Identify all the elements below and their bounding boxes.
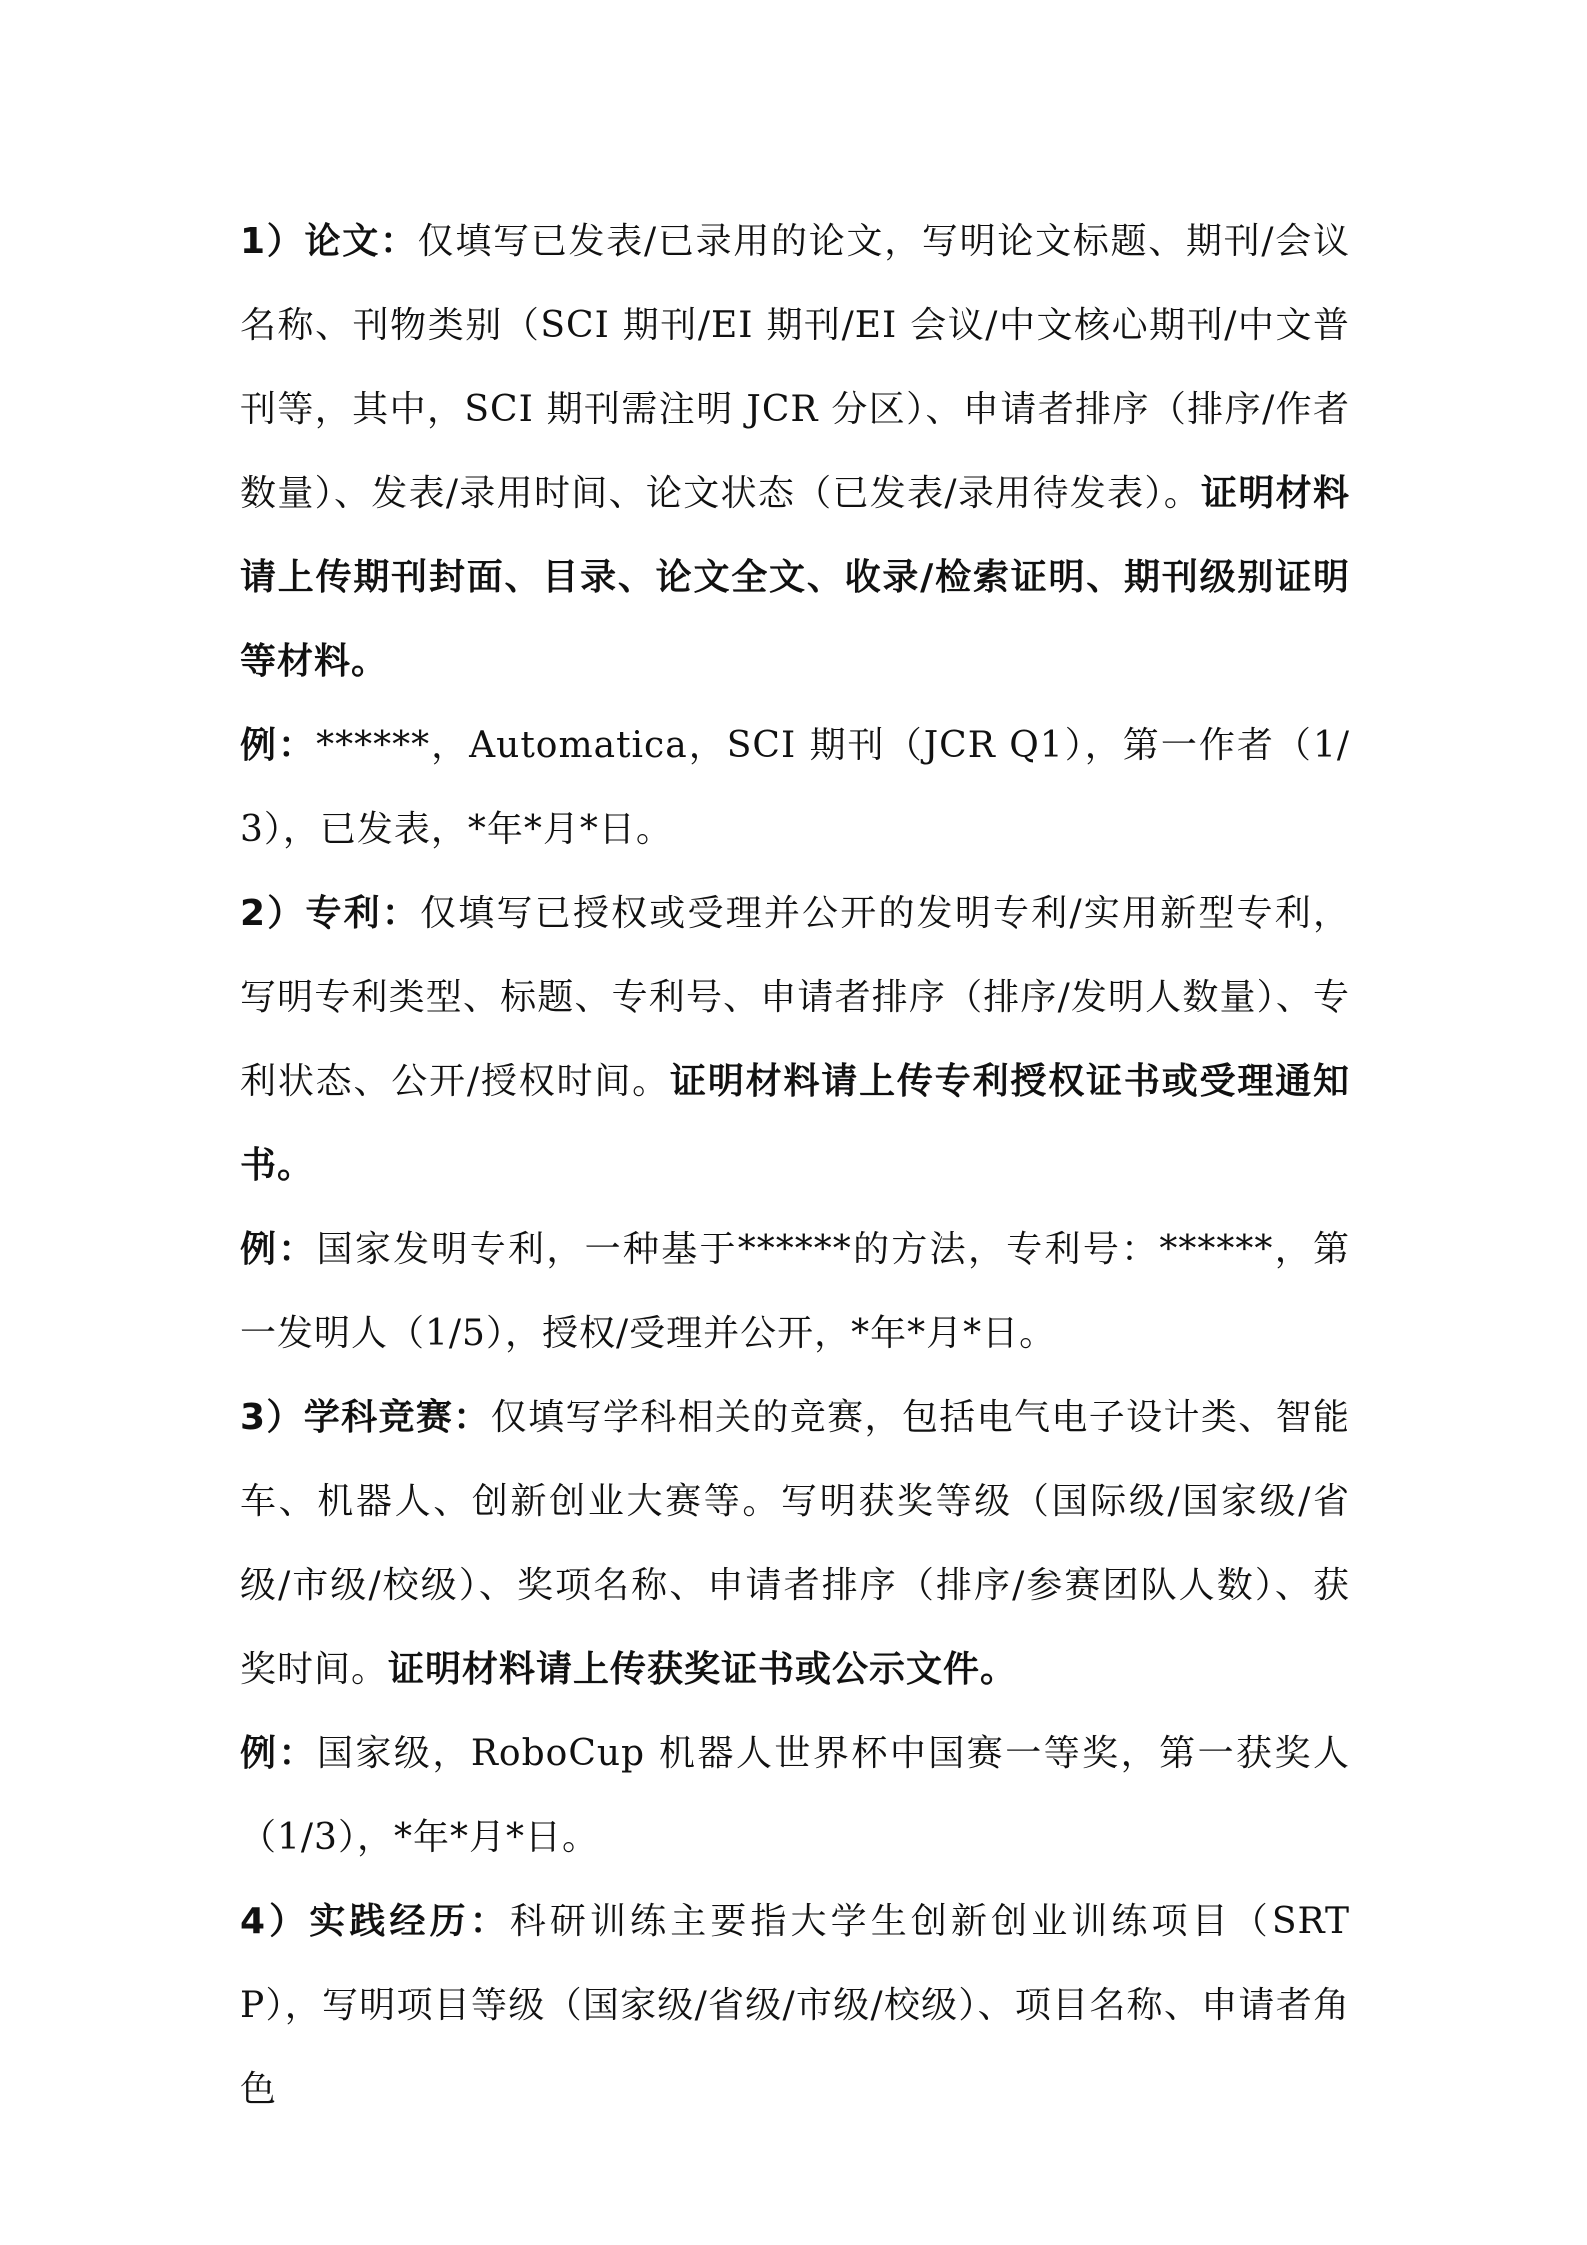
section-heading: 3）学科竞赛： bbox=[240, 1397, 491, 1438]
section-practice bbox=[240, 1880, 1350, 2132]
example-competition bbox=[240, 1712, 1350, 1880]
document-page bbox=[240, 200, 1350, 2132]
example-tag: 例： bbox=[240, 1229, 317, 1270]
section-body: 仅填写已发表/已录用的论文，写明论文标题、期刊/会议名称、刊物类别（SCI 期刊/EI 期刊/EI 会议/中文核心期刊/中文普刊等，其中，SCI 期刊需注明 JCR 分区）、申请者排序（排序/作者数量）、发表/录用时间、论文状态（已发表/录用待发表）。 bbox=[240, 221, 1350, 514]
section-body: 仅填写学科相关的竞赛，包括电气电子设计类、智能车、机器人、创新创业大赛等。写明获奖等级（国际级/国家级/省级/市级/校级）、奖项名称、申请者排序（排序/参赛团队人数）、获奖时间。 bbox=[240, 1397, 1350, 1690]
section-body: 科研训练主要指大学生创新创业训练项目（SRTP），写明项目等级（国家级/省级/市级/校级）、项目名称、申请者角色 bbox=[240, 1901, 1350, 2110]
section-heading: 1）论文： bbox=[240, 221, 418, 262]
section-patent bbox=[240, 872, 1350, 1208]
section-proof: 证明材料请上传获奖证书或公示文件。 bbox=[388, 1649, 1018, 1690]
example-patent bbox=[240, 1208, 1350, 1376]
example-text: 国家级，RoboCup 机器人世界杯中国赛一等奖，第一获奖人（1/3），*年*月*日。 bbox=[240, 1733, 1350, 1858]
example-text: ******，Automatica，SCI 期刊（JCR Q1），第一作者（1/3），已发表，*年*月*日。 bbox=[240, 725, 1350, 850]
example-paper bbox=[240, 704, 1350, 872]
section-heading: 2）专利： bbox=[240, 893, 421, 934]
section-heading: 4）实践经历： bbox=[240, 1901, 510, 1942]
section-proof: 证明材料请上传期刊封面、目录、论文全文、收录/检索证明、期刊级别证明等材料。 bbox=[240, 473, 1350, 682]
example-tag: 例： bbox=[240, 1733, 317, 1774]
section-proof: 证明材料请上传专利授权证书或受理通知书。 bbox=[240, 1061, 1350, 1186]
example-tag: 例： bbox=[240, 725, 317, 766]
section-competition bbox=[240, 1376, 1350, 1712]
section-paper bbox=[240, 200, 1350, 704]
example-text: 国家发明专利，一种基于******的方法，专利号：******，第一发明人（1/5），授权/受理并公开，*年*月*日。 bbox=[240, 1229, 1350, 1354]
section-body: 仅填写已授权或受理并公开的发明专利/实用新型专利，写明专利类型、标题、专利号、申请者排序（排序/发明人数量）、专利状态、公开/授权时间。 bbox=[240, 893, 1350, 1102]
